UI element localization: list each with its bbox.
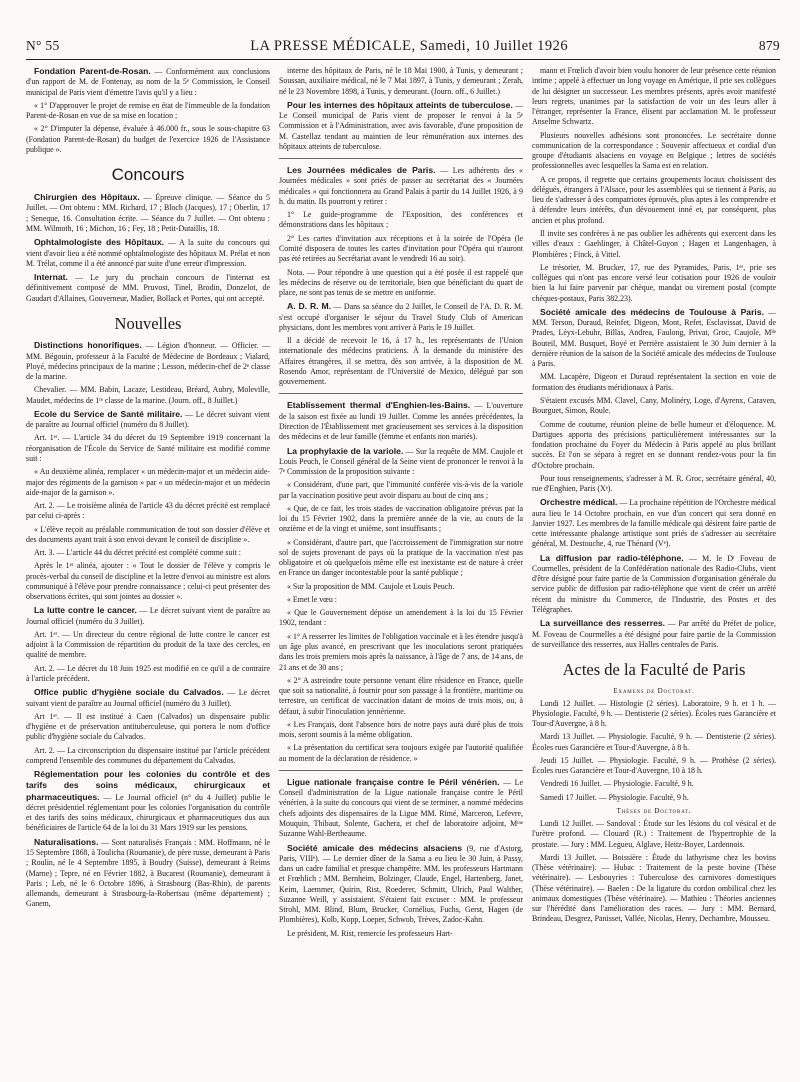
exam-entry: Mardi 13 Juillet. — Physiologie. Faculté, 9 h. — Dentisterie (2 séries). Écoles rues Garancière et Tour-d'Auvergne, à 8 h. [532,732,776,752]
paragraph: « 2° A astreindre toute personne venant élire résidence en France, quelle que soit sa nationalité, à fournir pour son passage à la frontière, maritime ou terrestre, un certificat de vaccination datant de moins de trois mois, ou, à défaut, à subir l'inoculation jennérienne. [279,675,523,716]
paragraph: Le président, M. Rist, remercie les professeurs Hart- [287,928,453,938]
article-title: A. D. R. M. [287,301,332,312]
paragraph: Pour tous renseignements, s'adresser à M. R. Groc, secrétaire général, 40, rue d'Enghien, Paris (Xᵉ). [532,473,776,494]
paragraph: « 1° D'approuver le projet de remise en état de l'immeuble de la fondation Parent-de-Rosan en vue de sa mise en location ; [26,100,270,121]
column-2 [279,66,523,942]
article-title: Internat. [34,272,68,283]
column-1 [26,66,270,913]
article-text: — Par arrêté du Préfet de police, M. Foveau de Courmelles a été désigné pour faire partie de la Commission de surveillance des resserres, aux Halles centrales de Paris. [532,619,776,649]
article-colonies [26,769,270,834]
thesis-entry: Lundi 12 Juillet. — Sandoval : Étude sur les lésions du col vésical et de l'urètre profond. — Clouard (R.) : Traitement de l'hypertrophie de la prostate. — Jury : MM. Legueu, Alglave, Heitz-Boyer, Lardennois. [532,819,776,849]
paragraph: « Que le Gouvernement dépose un amendement à la loi du 15 Février 1902, tendant : [279,608,523,628]
article-title: Les Journées médicales de Paris. [287,165,436,176]
article-text: — Le Journal officiel (n° du 4 Juillet) publie le décret présidentiel réglementant pour les colonies l'organisation du contrôle et des tarifs des soins médicaux, chirurgicaux et pharmaceutiques dus aux bénéficiaires de l'article 64 de la loi du 31 Mars 1919 sur les pensions. [26,792,270,833]
article-title: La diffusion par radio-téléphone. [540,552,684,563]
article-text: — Légion d'honneur. — Officier. — MM. Bégouin, professeur à la Faculté de Médecine de Bordeaux ; Vialard, Ployé, médecins principaux de la marine ; Lesson, médecin-chef de 2ᵉ classe de la marine. [26,341,270,382]
article-calvados [26,687,270,709]
article-text: — Le jury du prochain concours de l'internat est définitivement composé de MM. Pruvost, Tinel, Brodin, Donzelot, de Gaudart d'Allaines, Gouverneur, Madier, Bollack et Portes, qui ont accepté. [26,273,270,303]
paragraph: Nota. — Pour répondre à une question qui a été posée il est rappelé que les médecins de réserve ou de territoriale, bien que bénéficiant du quart de place, ne sont pas tenus de se mettre en uniforme. [279,267,523,298]
paragraph: « Sur la proposition de MM. Caujole et Louis Peuch. [287,581,455,591]
article-journees-medicales [279,165,523,207]
article-title: Orchestre médical. [540,497,618,508]
paragraph: Art. 1ᵉʳ. — L'article 34 du décret du 19 Septembre 1919 concernant la réorganisation de l'École du Service de Santé militaire est modifié comme suit : [26,433,270,463]
columns [26,66,780,942]
article-text: (9, rue d'Astorg, Paris, VIIIᵉ). — Le dernier dîner de la Sama a eu lieu le 30 Juin, à Passy, dans un cadre familial et presque champêtre. MM. les professeurs Hartmann et Frœhlich ; MM. Bernheim, Bolzinger, Claude, Engel, Hartenberg, Janet, Keim, Laemmer, Quirin, Rist, Roederer, Schmitt, Ulrich, Paul Walther, Suzanne Weill, y assistaient. S'étaient fait excuser : MM. le professeur Strohl, MM. Blind, Blum, Brucker, Cornélius, Fuchs, Gerst, Hagen (de Plombières), Kolb, Kopp, Loeper, Schwob, Trèves, Zadoc-Kahn. [279,843,523,925]
exam-entry: Lundi 12 Juillet. — Histologie (2 séries). Laboratoire, 9 h. et 1 h. — Physiologie. Faculté, 9 h. — Dentisterie (2 séries). Écoles rues Garancière et Tour-d'Auvergne, à 8 h. [532,698,776,729]
article-internes-tuberculose [279,100,523,152]
paragraph: « Les Français, dont l'absence hors de notre pays aura duré plus de trois mois, seront soumis à la même obligation. [279,719,523,740]
paragraph: MM. Lacapère, Digeon et Duraud représentaient la section en voie de formation des étudiants méridionaux à Paris. [532,372,776,392]
journal-title: LA PRESSE MÉDICALE, Samedi, 10 Juillet 1926 [250,38,569,54]
paragraph: Art. 3. — L'article 44 du décret précité est complété comme suit : [34,548,241,558]
article-title: Distinctions honorifiques. [34,340,142,351]
header-rule [26,59,780,60]
paragraph: Art. 1ᵉʳ. — Un directeur du centre régional de lutte contre le cancer est adjoint à la Commission de répartition du produit de la taxe des cercles, en qualité de membre. [26,629,270,660]
paragraph: Plusieurs nouvelles adhésions sont prononcées. Le secrétaire donne communication de la correspondance : Souvenir affectueux et cordial d'un groupe d'étudiants alsaciens en voyage en Belgique ; lettres de sociétés professionnelles avec lesquelles la Sama est en relation. [532,130,776,171]
paragraph: « Au deuxième alinéa, remplacer « un médecin-major et un médecin aide-major des régiments de la garnison » par « un médecin-major et un médecin aide-major de la garnison ». [26,467,270,497]
section-heading-concours: Concours [111,165,185,185]
article-enghien [279,400,523,442]
article-text: — Le décret suivant vient de paraître au Journal officiel (numéro du 3 Juillet). [26,606,270,626]
article-peril-venerien [279,777,523,840]
article-title: Société amicale des médecins de Toulouse à Paris. [540,306,764,317]
article-text: — MM. Terson, Duraud, Reinfet, Digeon, Mont, Refet, Esclavissat, David de Prades, Léyx-Lebuhr, Billas, Andrea, Faulong, Privat, Groc, Caujole, Mˡˡᵉ Bouteil, MM. Busquet, Boyé et Perrière assistaient le 30 Juin dernier à la dernière réunion de la saison de la Société amicale des médecins de Toulouse à Paris. [532,307,776,369]
article-title: Naturalisations. [34,836,99,847]
article-alsaciens [279,843,523,926]
article-title: Réglementation pour les colonies du contrôle et des tarifs des soins médicaux, chirurgicaux et pharmaceutiques. [26,769,270,802]
paragraph: interne des hôpitaux de Paris, né le 18 Mai 1900, à Tunis, y demeurant ; Soussan, auxiliaire médical, né le 7 Mai 1897, à Tunis, y demeurant ; Zerah, né le 23 Novembre 1898, à Tunis, y demeurant. (Journ. off., 6 Juillet.) [279,66,523,96]
article-title: Ecole du Service de Santé militaire. [34,408,183,419]
article-title: La prophylaxie de la variole. [287,445,404,456]
exam-entry: Jeudi 15 Juillet. — Physiologie. Faculté, 9 h. — Prothèse (2 séries). Écoles rues Garancière et Tour-d'Auvergne, 10 à 18 h. [532,755,776,776]
article-title: Chirurgien des Hôpitaux. [34,192,140,203]
subheading-theses: Thèses de Doctorat. [616,807,692,815]
article-title: Etablissement thermal d'Enghien-les-Bains. [287,400,471,411]
article-text: — La prochaine répétition de l'Orchestre médical aura lieu le 14 Octobre prochain, en vue d'un concert qui sera donné en Janvier 1927. Les membres de la famille médicale qui désirent faire partie de cette intéressante phalange artistique sont priés de s'adresser au secrétaire général, M. Destouche, 4, rue Thénard (Vᵉ). [532,498,776,549]
divider [279,770,523,771]
article-text: — Le décret suivant vient de paraître au Journal officiel (numéro du 3 Juillet). [26,688,270,708]
paragraph: « La présentation du certificat sera toujours exigée par l'autorité qualifiée au moment de la déclaration de résidence. » [279,743,523,763]
article-title: Ligue nationale française contre le Péril vénérien. [287,776,500,787]
article-text: — Dans sa séance du 2 Juillet, le Conseil de l'A. D. R. M. s'est occupé d'organiser le séjour du Travel Study Club of American physicians, dont les membres vont arriver à Paris le 19 Juillet. [279,302,523,332]
article-orchestre [532,497,776,549]
page-number: N° 55 [26,38,60,53]
column-3 [532,66,776,928]
paragraph: A ce propos, il regrette que certains groupements locaux choisissent des délégués, étrangers à l'Alsace, pour les assemblées qui se tiennent à Paris, au lieu de s'adresser à des compatriotes éprouvés, plus aptes à les comprendre et à défendre leurs intérêts, d'un dévouement inné et, par conséquent, plus ancien et plus profond. [532,174,776,225]
paragraph: Comme de coutume, réunion pleine de belle humeur et d'éloquence. M. Dartigues apporta des précisions particulièrement intéressantes sur la fondation prochaine du Foyer du Médecin à Paris appelé au plus brillant succès. Et l'on se sépara à regret en se donnant rendez-vous pour la fin d'Octobre prochain. [532,419,776,470]
article-ecole-sante [26,409,270,431]
article-text: — Le décret suivant vient de paraître au Journal officiel (numéro du 8 Juillet). [26,409,270,430]
paragraph: Après le 1ᵉʳ alinéa, ajouter : « Tout le dossier de l'élève y compris le procès-verbal du conseil de discipline et la lettre d'envoi au ministre est alors communiqué à l'élève pour prendre connaissance ; celui-ci peut présenter des observations écrites, qui sont jointes au dossier ». [26,561,270,602]
paragraph: « L'élève reçoit au préalable communication de tout son dossier d'élève et des documents ayant trait à son envoi devant le conseil de discipline ». [26,524,270,544]
folio-number: 879 [758,38,780,53]
subheading-examens: Examens de Doctorat. [613,686,695,695]
article-radio [532,553,776,616]
article-text: — A la suite du concours qui vient d'avoir lieu a été nommé ophtalmologiste des hôpitaux M. Prélat et non M. Trélat, comme il a été annoncé par suite d'une erreur d'impression. [26,238,270,268]
paragraph: Art. 2. — Le troisième alinéa de l'article 43 du décret précité est remplacé par celui ci-après : [26,501,270,521]
article-title: Fondation Parent-de-Rosan. [34,66,151,76]
paragraph: « 1° A resserrer les limites de l'obligation vaccinale et à les étendre jusqu'à un âge plus avancé, en prescrivant que les inoculations seront pratiquées dans les trois premiers mois après la naissance, à l'âge de 7 ans, de 14 ans, de 21 ans et de 30 ans ; [279,631,523,672]
article-text: — M. le Dʳ Foveau de Courmelles, président de la Confédération nationale des Radio-Clubs, vient d'être désigné pour faire partie de la Commission d'organisation générale du service public de diffusion par radio-téléphone que vient de créer un arrêté récent du ministre du Commerce, de l'Industrie, des Postes et des Télégraphes. [532,553,776,615]
exam-entry: Vendredi 16 Juillet. — Physiologie. Faculté, 9 h. [540,779,694,789]
article-text: — Le Conseil d'administration de la Ligue nationale française contre le Péril vénérien, à la suite du concours qui vient de se terminer, a nommé médecins chefs adjoints des dispensaires de la Ligue MM. Rimé, Marceron, Lefevre, Mouquin, Thibaut, Solente, Gachera, et chef de laboratoire adjoint, Mᵐᵉ Suzanne Wahl-Bertheaume. [279,777,523,839]
article-text: — Épreuve clinique. — Séance du 5 Juillet. — Ont obtenu : MM. Richard, 17 ; Bloch (Jacques), 17 ; Oberlin, 17 ; Seneque, 16. Consultation écrite. — Séance du 7 Juillet. — Ont obtenu : MM. Wilmoth, 16 ; Michon, 16 ; Fey, 18 ; Petit-Dutaillis, 18. [26,193,270,234]
article-variole [279,446,523,478]
article-text: — Conformément aux conclusions d'un rapport de M. de Fontenay, au nom de la 5ᵉ Commission, le Conseil municipal de Paris vient d'émettre l'avis qu'il y a lieu : [26,67,270,97]
paragraph: « Considérant, d'une part, que l'immunité conférée vis-à-vis de la variole par la vaccination positive peut avoir disparu au bout de cinq ans ; [279,480,523,500]
article-text: — Sur la requête de MM. Caujole et Louis Peuch, le Conseil général de la Seine vient de prononcer le renvoi à la 7ᵉ Commission de la proposition suivante : [279,446,523,477]
paragraph: « Emet le vœu : [287,594,337,604]
paragraph: Art. 2. — La circonscription du dispensaire institué par l'article précédent comprend l'ensemble des communes du département du Calvados. [26,745,270,765]
paragraph: « Que, de ce fait, les trois stades de vaccination obligatoire prévus par la loi du 15 Février 1902, dans la première année de la vie, au cours de la onzième et de la vingt et unième, sont insuffisants ; [279,503,523,534]
article-title: La lutte contre le cancer. [34,605,137,616]
article-parent-de-rosan [26,66,270,98]
section-heading-actes: Actes de la Faculté de Paris [562,660,746,680]
article-cancer [26,605,270,627]
paragraph: Art. 2. — Le décret du 18 Juin 1925 est modifié en ce qu'il a de contraire à l'article précédent. [26,663,270,684]
article-adrm [279,301,523,333]
paragraph: S'étaient excusés MM. Clavel, Cany, Molinéry, Loge, d'Ayrenx, Caraven, Bourguet, Simon, Roule. [532,395,776,416]
thesis-entry: Mardi 13 Juillet. — Boissière : Étude du lathyrisme chez les bovins (Thèse vétérinaire). — Hubac : Traitement de la peste bovine (Thèse vétérinaire). — Lesbouyries : Tuberculose des carnivores domestiques (Thèse vétérinaire). — Baelen : De la ligature du cordon ombilical chez les animaux domestiques (Thèse vétérinaire). — Mathieu : Théories anciennes sur l'hérédité dans l'amélioration des races. — Jury : MM. Bernard, Brindeau, Desgrez, Panisset, Vallée, Nicolas, Henry, Dechambre, Mousseu. [532,852,776,924]
article-text: — Les adhérents des « Journées médicales » sont priés de passer au secrétariat des « Journées médicales » qui fonctionnera au Grand Palais à partir du 14 Juillet 1926, à 9 h. du matin. Ils pourront y retirer : [279,166,523,206]
exam-entry: Samedi 17 Juillet. — Physiologie. Faculté, 9 h. [540,792,689,802]
paragraph: 1° Le guide-programme de l'Exposition, des conférences et démonstrations dans les hôpitaux ; [279,210,523,230]
article-naturalisations [26,837,270,910]
page-header [26,38,780,55]
article-internat [26,272,270,304]
paragraph: mann et Frœlich d'avoir bien voulu honorer de leur présence cette réunion intime ; appelé à effectuer un long voyage en Amérique, il prie ses collègues de lui désigner un successeur. Les membres présents, après avoir manifesté leurs regrets, unanimes par la satisfaction de voir un des leurs aller à l'étranger, représenter la France, élisent par acclamation M. le professeur Anselme Schwartz. [532,66,776,127]
paragraph: Art 1ᵉʳ. — Il est institué à Caen (Calvados) un dispensaire public d'hygiène et de préservation antituberculeuse, qui portera le nom d'office public d'hygiène sociale du Calvados. [26,711,270,742]
paragraph: « Considérant, d'autre part, que l'accroissement de l'immigration sur notre sol de sujets provenant de pays où la pratique de la vaccination n'est pas obligatoire et où quelquefois même elle est inexistante est de nature à créer en France un danger incontestable pour la santé publique ; [279,537,523,578]
paragraph: Chevalier. — MM. Babin, Lacaze, Lestideau, Bréard, Aubry, Moleville, Maudet, médecins de 1ʳᵉ classe de la marine. (Journ. off., 8 Juillet.) [26,385,270,405]
article-resserres [532,618,776,650]
divider [279,158,523,159]
article-text: — Le Conseil municipal de Paris vient de proposer le renvoi à la 5ᵉ Commission et à l'Administration, avec avis favorable, d'une proposition de M. Castellaz tendant au maintien de leur rémunération aux internes des hôpitaux atteints de tuberculose. [279,100,523,151]
article-title: Société amicale des médecins alsaciens [287,842,463,853]
article-toulouse [532,307,776,370]
paragraph: Il invite ses confrères à ne pas oublier les adhérents qui exercent dans les villes d'eaux : Gaehlinger, à Châtel-Guyon ; Hagen et Langenhagen, à Plombières ; Finck, à Vittel. [532,228,776,259]
paragraph: 2° Les cartes d'invitation aux réceptions et à la soirée de l'Opéra (le Comité disposera de toutes les cartes d'invitation pour l'Opéra qui n'auront pas été retirées au Secrétariat avant le vendredi 16 au soir). [279,233,523,264]
article-text: — L'ouverture de la saison est fixée au lundi 19 Juillet. Comme les années précédentes, la Direction de l'Établissement met gracieusement ses services à la disposition des médecins et de leur famille (femme et enfants non mariés). [279,401,523,442]
article-chirurgien [26,192,270,234]
article-title: Pour les internes des hôpitaux atteints de tuberculose. [287,99,513,110]
article-text: — Sont naturalisés Français : MM. Hoffmann, né le 15 Septembre 1868, à Toulicha (Roumanie), de père russe, demeurant à Paris ; Roulin, né le 4 Septembre 1895, à Boudry (Suisse), demeurant à Reims (Marne) ; Tepre, né en Février 1882, à Bucarest (Roumanie), demeurant à Paris ; Leb, né le 6 Octobre 1896, à Strasbourg (Bas-Rhin), de parents allemands, demeurant à Strasbourg-la-Robertsau (même département) ; Ganem, [26,837,270,909]
paragraph: Le trésorier, M. Brucker, 17, rue des Pyramides, Paris, 1ᵉʳ, prie ses collègues qui n'ont pas encore versé leur cotisation pour 1926 de vouloir bien la lui faire parvenir par chèque, mandat ou virement postal (compte chèques-postaux, Paris 382.23). [532,262,776,303]
divider [279,393,523,394]
article-title: Office public d'hygiène sociale du Calvados. [34,687,224,698]
section-heading-nouvelles: Nouvelles [114,313,182,333]
article-title: Ophtalmologiste des Hôpitaux. [34,237,165,248]
article-distinctions [26,340,270,382]
paragraph: Il a décidé de recevoir le 16, à 17 h., les représentants de l'Union internationale des médecins praticiens. À la demande du ministère des Affaires étrangères, il se mettra, dès son arrivée, à la disposition de M. Rosendo Amor, représentant de l'Université de Mexico, délégué par son gouvernement. [279,336,523,387]
article-ophtalmologiste [26,237,270,269]
paragraph: « 2° D'imputer la dépense, évaluée à 46.000 fr., sous le sous-chapitre 63 (Fondation Parent-de-Rosan) du budget de l'exercice 1926 de l'Assistance publique ». [26,124,270,154]
article-title: La surveillance des resserres. [540,618,666,629]
